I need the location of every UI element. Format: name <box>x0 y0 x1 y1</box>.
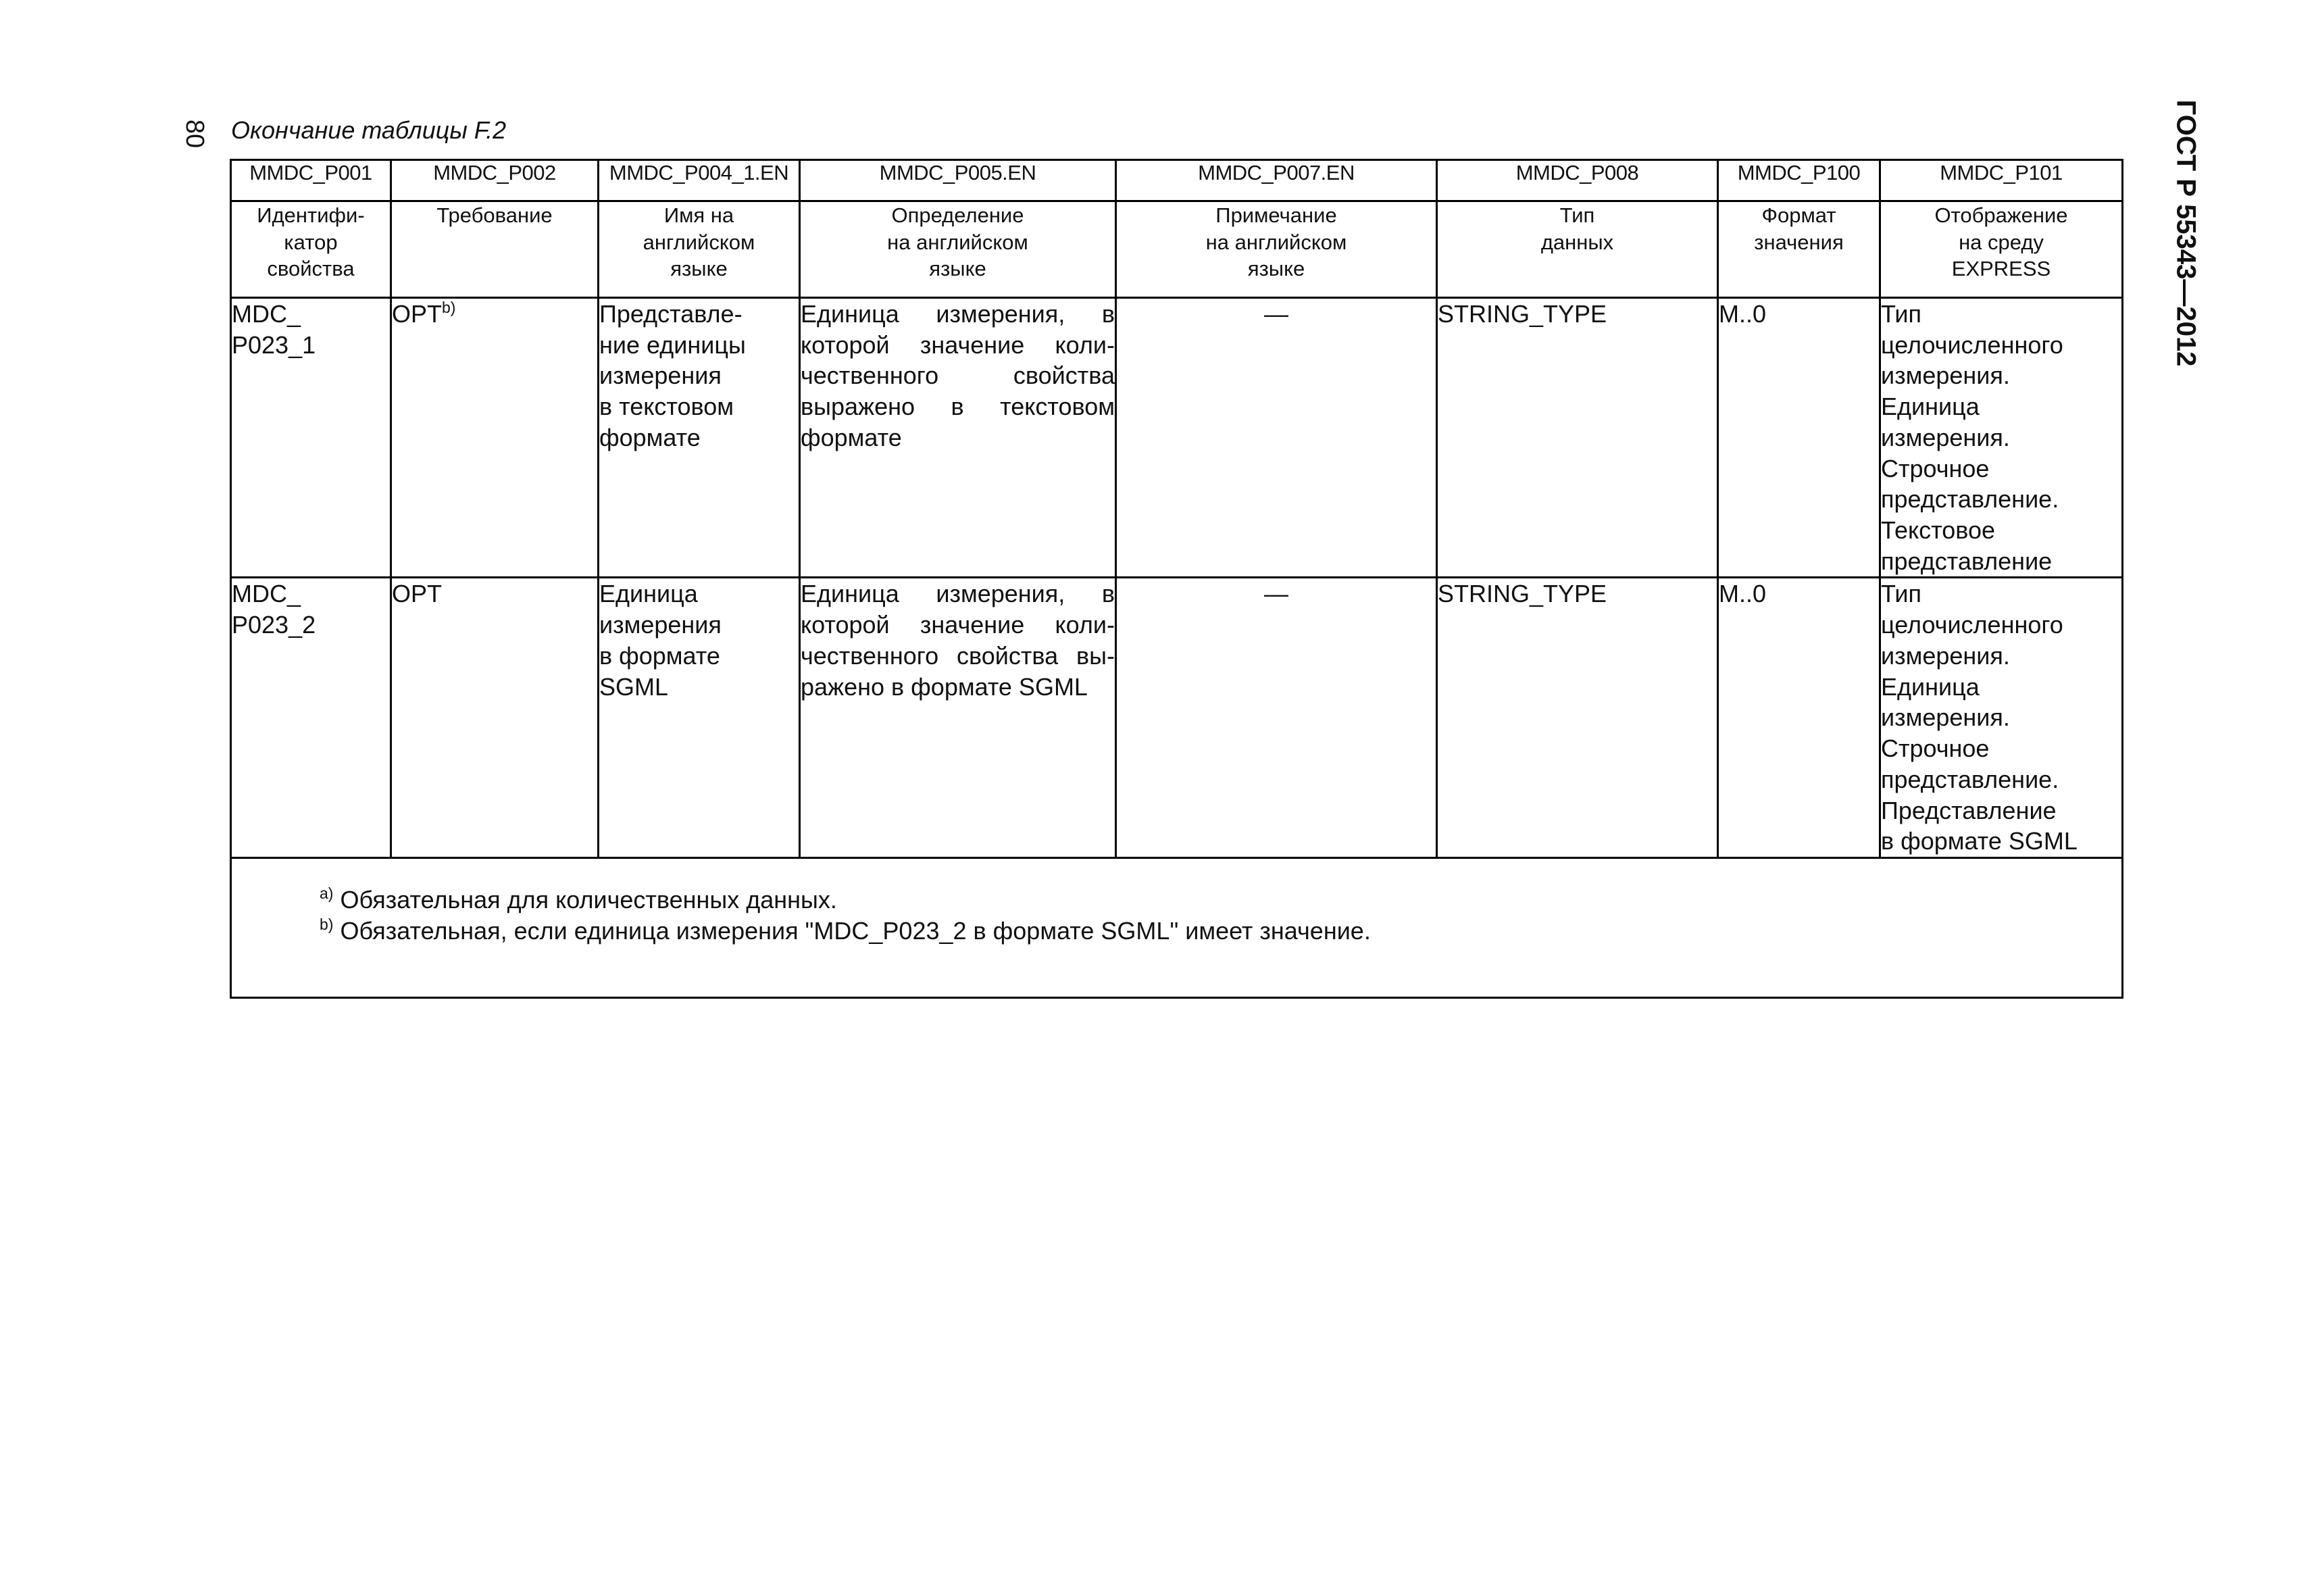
name-cell: Единица измерения в формате SGML <box>599 578 800 857</box>
data-type-cell: STRING_TYPE <box>1437 298 1718 578</box>
requirement-cell: OPT <box>391 578 599 857</box>
code-header-cell: MMDC_P002 <box>391 160 599 201</box>
table-caption: Окончание таблицы F.2 <box>231 116 507 144</box>
standard-id: ГОСТ Р 55343—2012 <box>2171 99 2201 367</box>
description-header-cell: Формат значения <box>1718 201 1880 298</box>
express-cell: Тип целочисленного измерения. Единица измерения. Строчное представление. Текстовое представление <box>1880 298 2123 578</box>
code-header-cell: MMDC_P005.EN <box>800 160 1116 201</box>
description-header-cell: Идентифи- катор свойства <box>231 201 391 298</box>
description-header-cell: Примечание на английском языке <box>1116 201 1437 298</box>
table-row <box>231 298 2123 578</box>
footnote-ref: b) <box>442 299 456 316</box>
description-header-cell: Отображение на среду EXPRESS <box>1880 201 2123 298</box>
note-cell: — <box>1116 578 1437 857</box>
code-header-row <box>231 160 2123 201</box>
code-header-cell: MMDC_P001 <box>231 160 391 201</box>
description-header-row <box>231 201 2123 298</box>
property-id-cell: MDC_ P023_2 <box>231 578 391 857</box>
format-cell: M..0 <box>1718 578 1880 857</box>
code-header-cell: MMDC_P008 <box>1437 160 1718 201</box>
definition-cell: Единица измерения, в которой значение коли- чественного свойства выражено в текстовом формате <box>800 298 1116 578</box>
note-cell: — <box>1116 298 1437 578</box>
table-row <box>231 578 2123 857</box>
definition-cell: Единица измерения, в которой значение коли- чественного свойства вы- ражено в формате SGML <box>800 578 1116 857</box>
description-header-cell: Требование <box>391 201 599 298</box>
code-header-cell: MMDC_P007.EN <box>1116 160 1437 201</box>
description-header-cell: Определение на английском языке <box>800 201 1116 298</box>
description-header-cell: Имя на английском языке <box>599 201 800 298</box>
requirement-cell: OPT$^{b)}$ <box>391 298 599 578</box>
express-cell: Тип целочисленного измерения. Единица измерения. Строчное представление. Представление в формате SGML <box>1880 578 2123 857</box>
spec-table <box>230 159 2123 999</box>
page-number: 80 <box>180 119 209 149</box>
format-cell: M..0 <box>1718 298 1880 578</box>
code-header-cell: MMDC_P004_1.EN <box>599 160 800 201</box>
data-type-cell: STRING_TYPE <box>1437 578 1718 857</box>
property-id-cell: MDC_ P023_1 <box>231 298 391 578</box>
description-header-cell: Тип данных <box>1437 201 1718 298</box>
code-header-cell: MMDC_P101 <box>1880 160 2123 201</box>
name-cell: Представле- ние единицы измерения в текстовом формате <box>599 298 800 578</box>
footnote: $^{b)}$ Обязательная, если единица измерения "MDC_P023_2 в формате SGML" имеет значение. <box>320 915 1371 945</box>
code-header-cell: MMDC_P100 <box>1718 160 1880 201</box>
footnotes-row <box>231 857 2123 997</box>
footnote: $^{a)}$ Обязательная для количественных данных. <box>320 884 837 914</box>
footnotes-cell <box>231 857 2123 997</box>
